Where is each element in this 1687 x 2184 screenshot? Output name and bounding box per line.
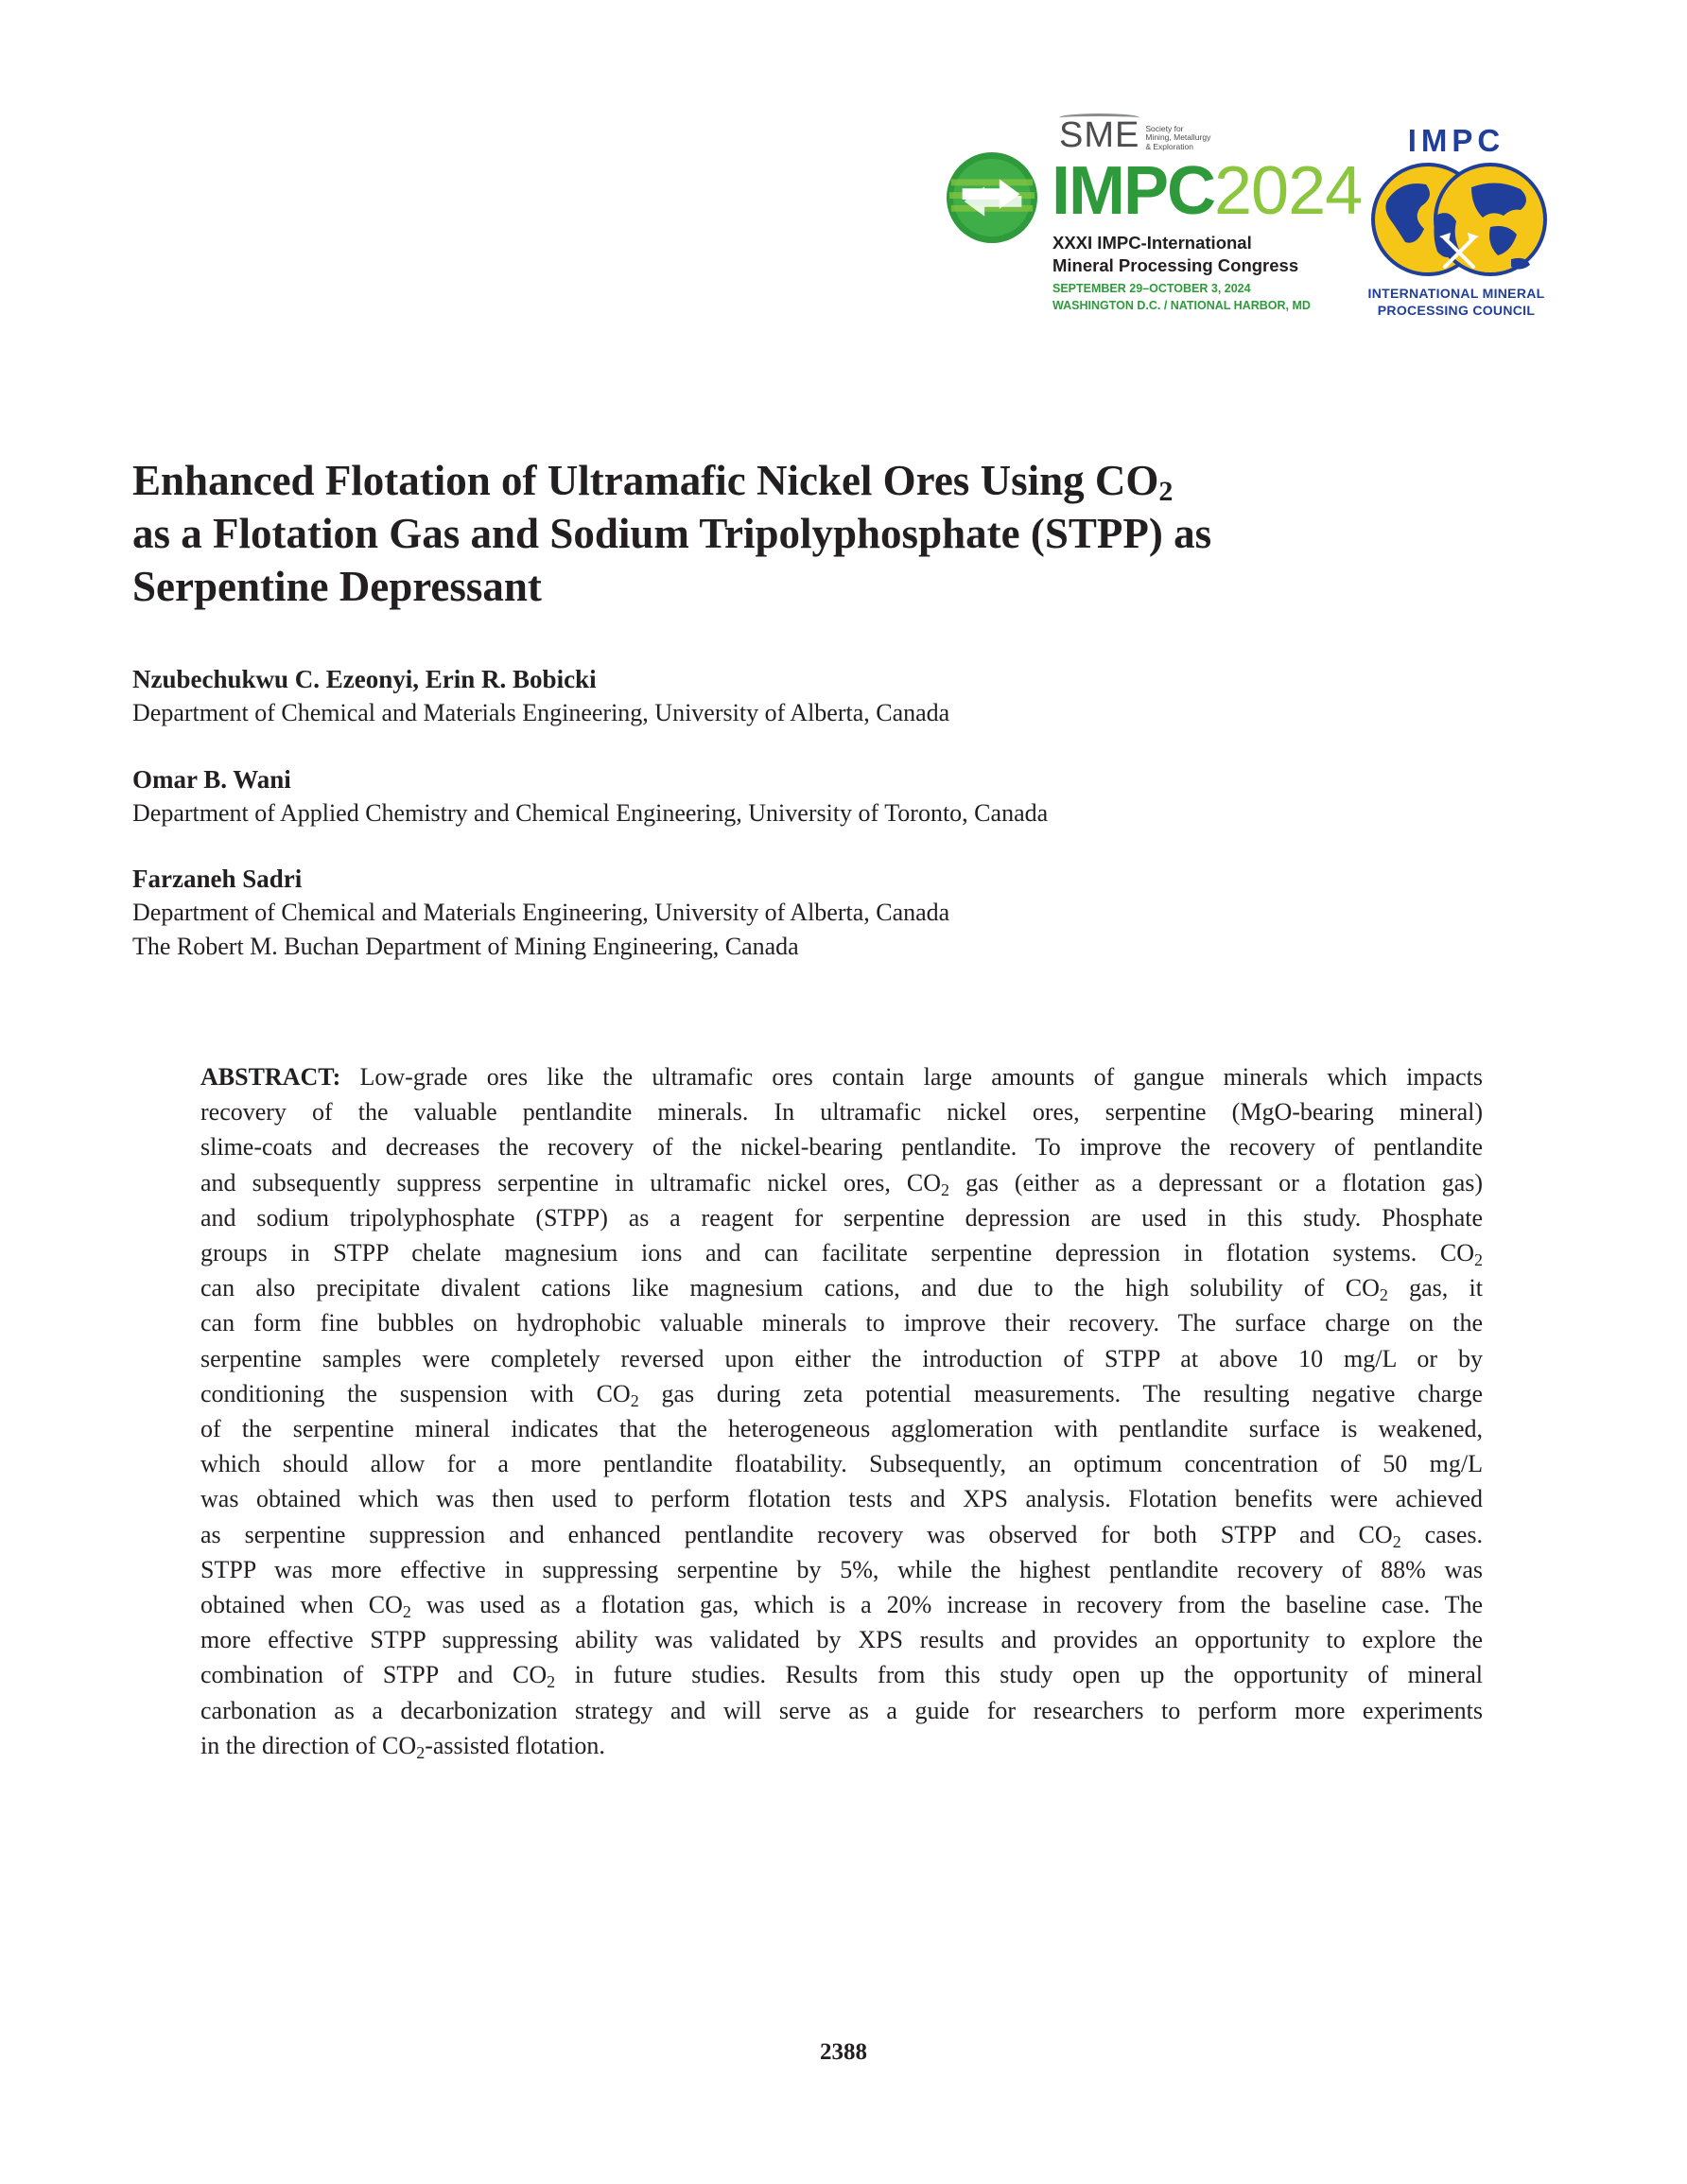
abstract-text: conditioning the suspension with CO <box>200 1379 631 1407</box>
congress-location: WASHINGTON D.C. / NATIONAL HARBOR, MD <box>1052 299 1311 312</box>
abstract-text: and subsequently suppress serpentine in ultramafic nickel ores, CO <box>200 1168 942 1197</box>
abstract-text: was obtained which was then used to perform flotation tests and XPS analysis. Flotation benefits were achieved <box>200 1485 1483 1513</box>
abstract-line <box>200 1341 1483 1376</box>
author-group-2 <box>132 762 1456 830</box>
author-affiliation: The Robert M. Buchan Department of Mining Engineering, Canada <box>132 933 799 960</box>
abstract-text: gas (either as a depressant or a flotation gas) <box>949 1168 1484 1197</box>
abstract-text: STPP was more effective in suppressing serpentine by 5%, while the highest pentlandite recovery of 88% was <box>200 1555 1483 1583</box>
abstract-text: can also precipitate divalent cations like magnesium cations, and due to the high solubility of CO <box>200 1274 1380 1302</box>
abstract-line <box>200 1200 1483 1235</box>
abstract-text: gas during zeta potential measurements. The resulting negative charge <box>638 1379 1483 1407</box>
abstract-subscript: 2 <box>941 1179 950 1199</box>
abstract-subscript: 2 <box>1474 1250 1483 1270</box>
abstract-line <box>200 1657 1483 1692</box>
abstract-text: and sodium tripolyphosphate (STPP) as a reagent for serpentine depression are used in this study. Phosphate <box>200 1203 1483 1232</box>
abstract-line <box>200 1517 1483 1552</box>
abstract-subscript: 2 <box>630 1390 639 1410</box>
abstract-line <box>200 1094 1483 1129</box>
abstract-text: can form fine bubbles on hydrophobic valuable minerals to improve their recovery. The surface charge on the <box>200 1309 1483 1337</box>
abstract-subscript: 2 <box>416 1742 426 1762</box>
abstract-text: in the direction of CO <box>200 1731 417 1759</box>
abstract-text: -assisted flotation. <box>425 1731 605 1759</box>
paper-title <box>132 454 1418 613</box>
abstract-line <box>200 1693 1483 1728</box>
abstract-text: combination of STPP and CO <box>200 1661 548 1689</box>
sme-wordmark: SME <box>1059 115 1140 155</box>
abstract-line <box>200 1235 1483 1270</box>
council-name-line1: INTERNATIONAL MINERAL <box>1367 286 1545 301</box>
impc-council-logo <box>1362 123 1551 322</box>
abstract-line <box>200 1481 1483 1516</box>
title-line-2: as a Flotation Gas and Sodium Tripolyphosphate (STPP) as <box>132 510 1212 557</box>
abstract-text: of the serpentine mineral indicates that the heterogeneous agglomeration with pentlandite surface is weakened, <box>200 1415 1483 1443</box>
abstract-text: as serpentine suppression and enhanced pentlandite recovery was observed for both STPP and CO <box>200 1520 1393 1548</box>
abstract-text: was used as a flotation gas, which is a 20% increase in recovery from the baseline case. The <box>410 1591 1483 1619</box>
abstract-line <box>200 1622 1483 1657</box>
abstract-text: more effective STPP suppressing ability was validated by XPS results and provides an opportunity to explore the <box>200 1626 1483 1654</box>
title-line-1: Enhanced Flotation of Ultramafic Nickel Ores Using $CO_2$ <box>132 457 1174 507</box>
abstract-line <box>200 1376 1483 1411</box>
sme-logo <box>1059 117 1210 153</box>
author-names: Farzaneh Sadri <box>132 865 303 893</box>
abstract-text: carbonation as a decarbonization strategy and will serve as a guide for researchers to perform more experiments <box>200 1696 1483 1724</box>
abstract-subscript: 2 <box>402 1602 411 1622</box>
title-line-3: Serpentine Depressant <box>132 563 542 610</box>
author-names: Omar B. Wani <box>132 765 291 794</box>
author-affiliation: Department of Chemical and Materials Engineering, University of Alberta, Canada <box>132 899 950 926</box>
abstract-line <box>200 1552 1483 1587</box>
author-affiliation: Department of Chemical and Materials Engineering, University of Alberta, Canada <box>132 699 950 726</box>
impc-2024-wordmark: IMPC2024 <box>1052 153 1363 229</box>
congress-dates: SEPTEMBER 29–OCTOBER 3, 2024 <box>1052 282 1251 295</box>
abstract-text: Low-grade ores like the ultramafic ores contain large amounts of gangue minerals which impacts <box>340 1063 1483 1091</box>
abstract-text: slime-coats and decreases the recovery of the nickel-bearing pentlandite. To improve the recovery of pentlandite <box>200 1133 1483 1162</box>
impc-arrows-icon <box>946 151 1038 244</box>
author-group-3 <box>132 862 1456 964</box>
abstract-text: which should allow for a more pentlandite floatability. Subsequently, an optimum concentration of 50 mg/L <box>200 1450 1483 1478</box>
abstract-line <box>200 1411 1483 1446</box>
congress-name-line2: Mineral Processing Congress <box>1052 255 1299 275</box>
abstract-line <box>200 1446 1483 1481</box>
abstract-subscript: 2 <box>1379 1285 1388 1305</box>
abstract-text: recovery of the valuable pentlandite minerals. In ultramafic nickel ores, serpentine (MgO-bearing mineral) <box>200 1098 1483 1127</box>
abstract-text: serpentine samples were completely reversed upon either the introduction of STPP at above 10 mg/L or by <box>200 1344 1483 1372</box>
abstract-label: ABSTRACT: <box>200 1063 341 1091</box>
sme-society-text: Society for Mining, Metallurgy & Exploration <box>1145 123 1211 151</box>
abstract <box>200 1059 1483 1763</box>
abstract-text: in future studies. Results from this study open up the opportunity of mineral <box>555 1661 1483 1689</box>
abstract-subscript: 2 <box>547 1672 556 1692</box>
congress-name-line1: XXXI IMPC-International <box>1052 233 1252 253</box>
abstract-text: gas, it <box>1387 1274 1483 1302</box>
abstract-line <box>200 1305 1483 1340</box>
abstract-text: obtained when CO <box>200 1591 403 1619</box>
page-number: 2388 <box>820 2039 867 2065</box>
abstract-text: cases. <box>1400 1520 1484 1548</box>
author-group-1 <box>132 662 1456 730</box>
council-name-line2: PROCESSING COUNCIL <box>1377 303 1536 318</box>
abstract-line <box>200 1728 1483 1763</box>
globe-icon <box>1369 161 1549 303</box>
abstract-subscript: 2 <box>1392 1531 1401 1551</box>
impc2024-logo <box>946 114 1363 322</box>
author-names: Nzubechukwu C. Ezeonyi, Erin R. Bobicki <box>132 665 597 693</box>
abstract-text: groups in STPP chelate magnesium ions and can facilitate serpentine depression in flotation systems. CO <box>200 1239 1474 1267</box>
abstract-line <box>200 1270 1483 1305</box>
abstract-line <box>200 1165 1483 1200</box>
council-wordmark: IMPC <box>1407 123 1505 158</box>
abstract-line <box>200 1059 1483 1094</box>
abstract-line <box>200 1587 1483 1622</box>
abstract-line <box>200 1129 1483 1164</box>
author-affiliation: Department of Applied Chemistry and Chemical Engineering, University of Toronto, Canada <box>132 799 1049 827</box>
